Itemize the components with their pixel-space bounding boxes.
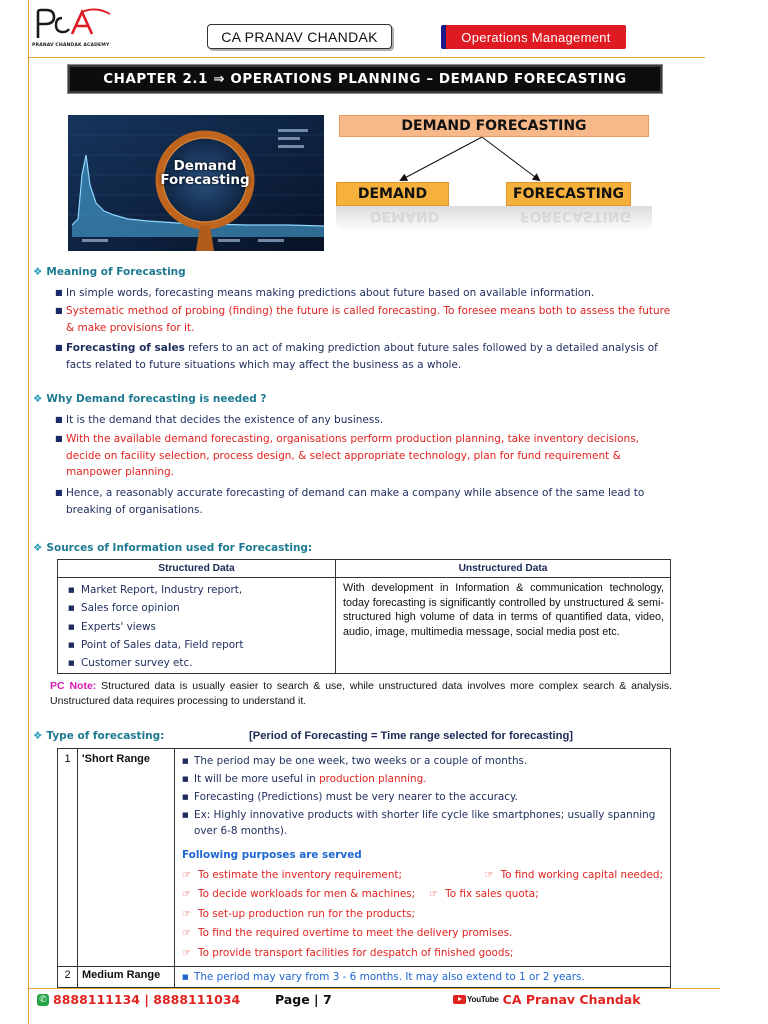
table-row: [58, 749, 671, 967]
pca-logo-mark: [32, 8, 126, 40]
pointing-hand-icon: ☞: [182, 947, 191, 959]
purpose-item: ☞ To decide workloads for men & machines;: [182, 885, 415, 905]
unstructured-data-cell: With development in Information & communication technology, today forecasting is significantly controlled by unstructured & semi-structured high volume of data in terms of quantified data, video, audio, image, multimedia message, social media post etc.: [336, 578, 671, 674]
bullet-item: ■ Ex: Highly innovative products with shorter life cycle like smartphones; usually spanning over 6-8 months).: [182, 808, 656, 837]
forecast-type-details: [175, 966, 671, 987]
logo-subtitle: PRANAV CHANDAK ACADEMY: [32, 43, 110, 48]
list-item: ■ Experts' views: [64, 618, 329, 636]
bullet-item: ■ It will be more useful in production planning.: [182, 770, 663, 788]
square-bullet-icon: ■: [55, 306, 63, 315]
pointing-hand-icon: ☞: [182, 869, 191, 881]
author-brand-box: CA PRANAV CHANDAK: [207, 24, 392, 49]
bold-term: Forecasting of sales: [66, 342, 185, 354]
diamond-bullet-icon: ❖: [33, 393, 43, 405]
square-bullet-icon: ■: [55, 434, 63, 443]
bullet-item: ■ Hence, a reasonably accurate forecasting of demand can make a company while absence of the same lead to breaking of organisations.: [55, 487, 645, 516]
square-bullet-icon: ■: [68, 622, 75, 631]
column-header-structured: Structured Data: [58, 560, 336, 578]
bullet-item: ■ With the available demand forecasting, organisations perform production planning, take inventory decisions, decide on facility selection, process design, & select appropriate technology, plan for fund requirement & manpower planning.: [55, 433, 640, 478]
purposes-heading: Following purposes are served: [182, 848, 362, 861]
square-bullet-icon: ■: [68, 659, 75, 668]
bullet-item: ■ Forecasting of sales refers to an act of making prediction about future sales followed by a detailed analysis of facts related to future situations which may affect the business as a whole.: [55, 342, 658, 371]
purpose-row: [182, 885, 663, 905]
purpose-item: ☞ To find working capital needed;: [485, 866, 663, 886]
diamond-bullet-icon: ❖: [33, 730, 43, 742]
diamond-bullet-icon: ❖: [33, 266, 43, 278]
demand-forecasting-image: [68, 115, 324, 251]
sources-table: [57, 559, 671, 674]
diagram-forecasting-node: FORECASTING: [506, 182, 631, 206]
table-header-row: [58, 560, 671, 578]
subject-badge: Operations Management: [441, 25, 626, 49]
pointing-hand-icon: ☞: [429, 889, 439, 901]
chapter-title: CHAPTER 2.1 ⇒ OPERATIONS PLANNING – DEMAND FORECASTING: [68, 65, 662, 93]
bullet-item: ■ Systematic method of probing (finding) the future is called forecasting. To foresee means both to assess the future & make provisions for it.: [55, 305, 671, 334]
page-number: Page | 7: [275, 992, 332, 1007]
footer-divider: [28, 988, 720, 989]
square-bullet-icon: ■: [55, 415, 63, 424]
demand-forecasting-diagram: [336, 112, 654, 252]
list-item: ■ Market Report, Industry report,: [64, 581, 329, 599]
section-heading-why: ❖ Why Demand forecasting is needed ?: [33, 393, 267, 405]
square-bullet-icon: ■: [68, 586, 75, 594]
square-bullet-icon: ■: [68, 640, 75, 649]
square-bullet-icon: ■: [55, 288, 63, 297]
forecast-type-details: [175, 749, 671, 967]
purpose-item: ☞ To set-up production run for the products;: [182, 905, 663, 925]
diamond-bullet-icon: ❖: [33, 542, 43, 554]
contact-phone: ✆ 8888111134 | 8888111034: [37, 992, 240, 1007]
structured-data-cell: [58, 578, 336, 674]
pc-note-label: PC Note:: [50, 680, 97, 692]
pointing-hand-icon: ☞: [182, 928, 191, 940]
academy-logo: [32, 8, 126, 50]
purpose-item: ☞ To fix sales quota;: [429, 885, 539, 905]
bullet-item: ■ The period may be one week, two weeks or a couple of months.: [182, 752, 663, 770]
header-divider: [28, 57, 705, 58]
square-bullet-icon: ■: [55, 343, 63, 352]
square-bullet-icon: ■: [182, 775, 189, 784]
demand-reflection: DEMAND: [370, 208, 440, 224]
table-row: [58, 578, 671, 674]
list-item: ■ Point of Sales data, Field report: [64, 636, 329, 654]
section-heading-meaning: ❖ Meaning of Forecasting: [33, 266, 186, 278]
pointing-hand-icon: ☞: [182, 908, 191, 920]
purpose-item: ☞ To find the required overtime to meet the delivery promises.: [182, 924, 663, 944]
bullet-item: ■ It is the demand that decides the existence of any business.: [55, 412, 671, 429]
period-definition: [Period of Forecasting = Time range selected for forecasting]: [249, 730, 574, 742]
square-bullet-icon: ■: [182, 810, 189, 819]
row-number: 1: [58, 749, 78, 967]
list-item: ■ Customer survey etc.: [64, 654, 329, 672]
column-header-unstructured: Unstructured Data: [336, 560, 671, 578]
diagram-root-node: DEMAND FORECASTING: [339, 115, 649, 137]
forecast-type-name: 'Short Range: [78, 749, 175, 967]
table-row: [58, 966, 671, 987]
purpose-item: ☞ To provide transport facilities for despatch of finished goods;: [182, 944, 663, 964]
arrow-to-forecasting: [482, 137, 539, 180]
square-bullet-icon: ■: [68, 604, 75, 613]
square-bullet-icon: ■: [182, 757, 189, 765]
purpose-row: [182, 866, 663, 886]
forecast-type-name: Medium Range: [78, 966, 175, 987]
section-heading-sources: ❖ Sources of Information used for Forecasting:: [33, 542, 313, 554]
hero-image-label: Demand Forecasting: [160, 158, 250, 188]
bullet-item: ■ In simple words, forecasting means making predictions about future based on available information.: [55, 285, 671, 302]
square-bullet-icon: ■: [55, 488, 63, 497]
diagram-demand-node: DEMAND: [336, 182, 449, 206]
square-bullet-icon: ■: [182, 793, 189, 802]
pointing-hand-icon: ☞: [182, 889, 191, 901]
pc-note: PC Note: Structured data is usually easier to search & use, while unstructured data involves more complex search & analysis. Unstructured data requires processing to understand it.: [50, 680, 672, 707]
bullet-item: ■ Forecasting (Predictions) must be very nearer to the accuracy.: [182, 788, 663, 806]
square-bullet-icon: ■: [182, 972, 189, 981]
purpose-item: ☞ To estimate the inventory requirement;: [182, 866, 402, 886]
list-item: ■ Sales force opinion: [64, 599, 329, 617]
whatsapp-icon: ✆: [37, 994, 49, 1006]
forecast-types-table: [57, 748, 671, 988]
left-margin-rule: [28, 0, 29, 1024]
forecasting-reflection: FORECASTING: [520, 208, 631, 224]
pointing-hand-icon: ☞: [484, 869, 494, 881]
youtube-icon: YouTube: [453, 995, 499, 1004]
youtube-channel: YouTube CA Pranav Chandak: [453, 992, 641, 1007]
bullet-item: ■ The period may vary from 3 - 6 months. It may also extend to 1 or 2 years.: [182, 968, 663, 986]
section-heading-types: ❖ Type of forecasting:: [33, 730, 165, 742]
row-number: 2: [58, 966, 78, 987]
arrow-to-demand: [401, 137, 482, 180]
